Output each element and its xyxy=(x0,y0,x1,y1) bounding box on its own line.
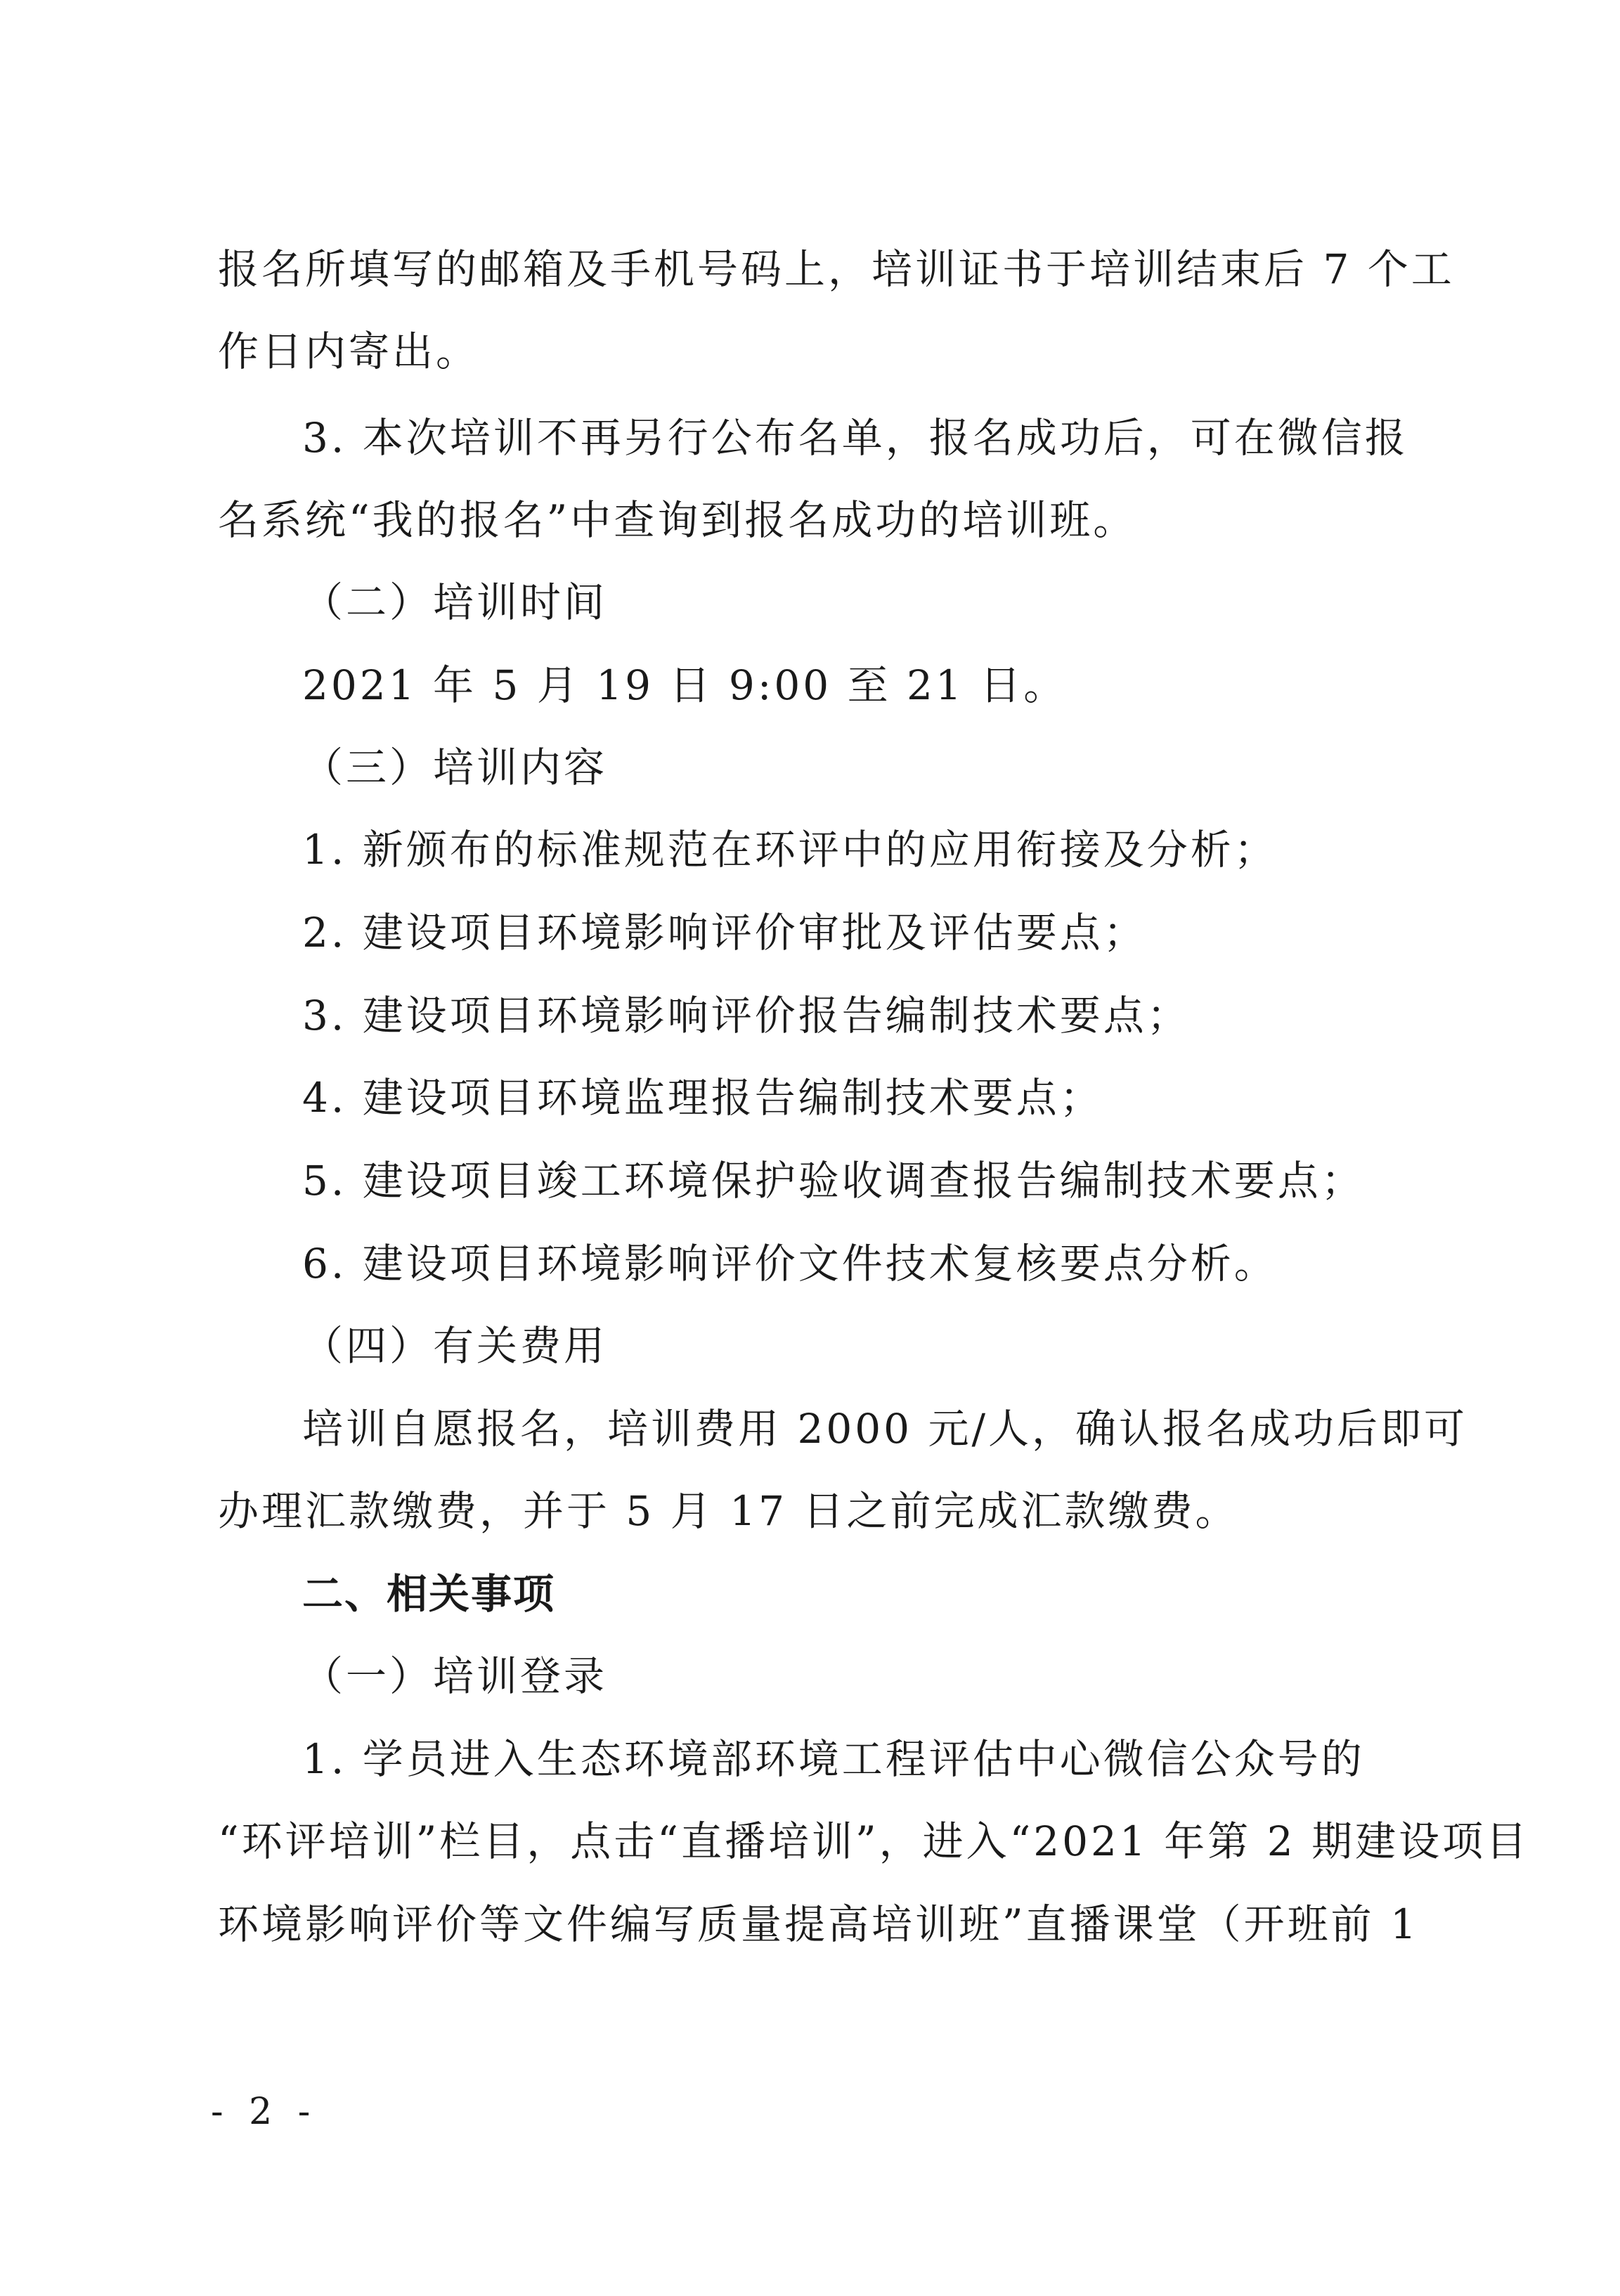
body-text-line: 培训自愿报名，培训费用 2000 元/人，确认报名成功后即可 xyxy=(302,1405,1468,1453)
list-item: 2. 建设项目环境影响评价审批及评估要点； xyxy=(302,909,1147,956)
body-text-line: 报名所填写的邮箱及手机号码上，培训证书于培训结束后 7 个工 xyxy=(218,245,1455,293)
section-heading: （一）培训登录 xyxy=(302,1652,608,1700)
list-item: 1. 新颁布的标准规范在环评中的应用衔接及分析； xyxy=(302,826,1278,874)
body-text-line: 作日内寄出。 xyxy=(218,327,480,375)
section-heading: （三）培训内容 xyxy=(302,744,608,791)
page-number: - 2 - xyxy=(211,2091,318,2133)
list-item: 5. 建设项目竣工环境保护验收调查报告编制技术要点； xyxy=(302,1157,1365,1205)
list-item: 6. 建设项目环境影响评价文件技术复核要点分析。 xyxy=(302,1240,1278,1288)
body-text-line: 名系统“我的报名”中查询到报名成功的培训班。 xyxy=(218,496,1137,544)
body-text-line: 2021 年 5 月 19 日 9:00 至 21 日。 xyxy=(302,661,1068,709)
chapter-heading: 二、相关事项 xyxy=(302,1570,556,1618)
body-text-line: 办理汇款缴费，并于 5 月 17 日之前完成汇款缴费。 xyxy=(218,1487,1239,1535)
list-item: 3. 建设项目环境影响评价报告编制技术要点； xyxy=(302,992,1191,1039)
body-text-line: 1. 学员进入生态环境部环境工程评估中心微信公众号的 xyxy=(302,1735,1365,1783)
section-heading: （四）有关费用 xyxy=(302,1322,608,1370)
body-text-line: 环境影响评价等文件编写质量提高培训班”直播课堂（开班前 1 xyxy=(218,1900,1419,1948)
section-heading: （二）培训时间 xyxy=(302,578,608,626)
list-item: 4. 建设项目环境监理报告编制技术要点； xyxy=(302,1074,1103,1122)
body-text-line: 3. 本次培训不再另行公布名单，报名成功后，可在微信报 xyxy=(302,414,1408,462)
body-text-line: “环评培训”栏目，点击“直播培训”，进入“2021 年第 2 期建设项目 xyxy=(218,1817,1530,1865)
